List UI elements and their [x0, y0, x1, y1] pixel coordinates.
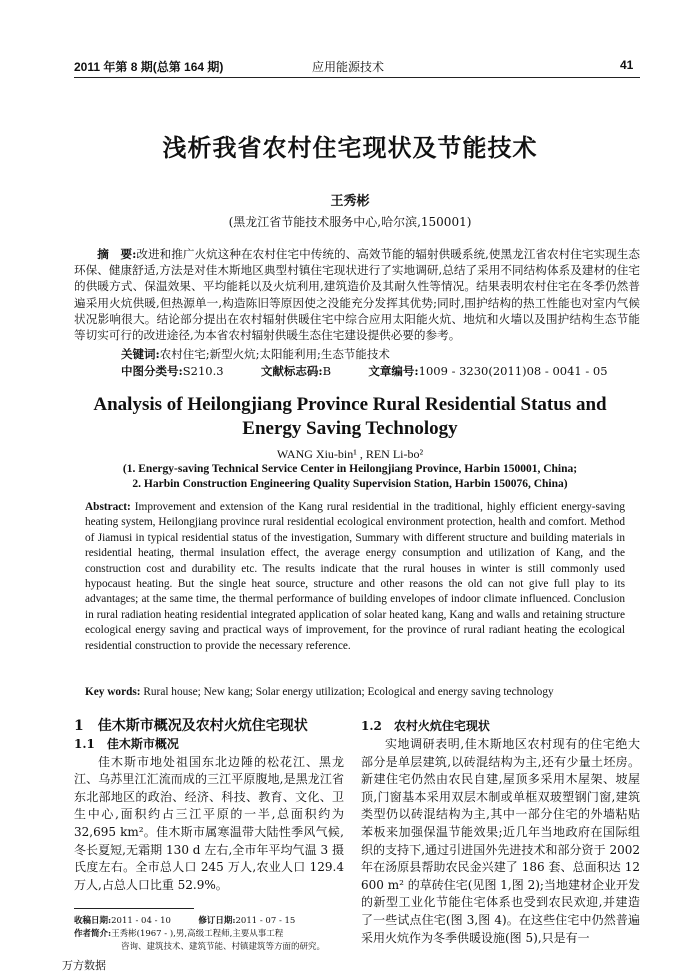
clc-label: 中图分类号:: [121, 364, 183, 378]
affiliation-cn: (黑龙江省节能技术服务中心,哈尔滨,150001): [228, 215, 472, 229]
doc-code-label: 文献标志码:: [260, 364, 323, 378]
left-column: [74, 716, 344, 894]
keywords-en-text: Rural house; New kang; Solar energy utilization; Ecological and energy saving technology: [140, 686, 554, 698]
received-label: 收稿日期:: [74, 916, 112, 926]
abstract-en: [85, 500, 625, 654]
bio-line-2: 咨询、建筑技术、建筑节能、村镇建筑等方面的研究。: [121, 942, 326, 952]
paper-title-en-text: Analysis of Heilongjiang Province Rural Residential Status and Energy Saving Technology: [93, 394, 607, 439]
keywords-cn-label: 关键词:: [121, 347, 160, 361]
affiliation-en-1: (1. Energy-saving Technical Service Center in Heilongjiang Province, Harbin 150001, China;: [122, 463, 578, 475]
authors-en: WANG Xiu-bin¹ , REN Li-bo²: [276, 447, 424, 461]
keywords-en: [85, 686, 554, 698]
keywords-cn-text: 农村住宅;新型火炕;太阳能利用;生态节能技术: [159, 347, 390, 361]
revised-label: 修订日期:: [198, 916, 236, 926]
article-number-value: 1009 - 3230(2011)08 - 0041 - 05: [418, 364, 608, 378]
abstract-cn-text: 改进和推广火炕这种在农村住宅中传统的、高效节能的辐射供暖系统,使黑龙江省农村住宅实现生态环保、健康舒适,方法是对佳木斯地区典型村镇住宅现状进行了实地调研,总结了采用不同结构体系及建材的住宅的供暖方式、保温效果、平均能耗以及火炕利用,建筑造价及其耐久性等情况。结果表明农村住宅在冬季仍然普遍采用火炕供暖,但热源单一,构造陈旧等原因使之没能充分发挥其优势;同时,围护结构的热工性能也对室内气候状况影响很大。结论部分提出在农村辐射供暖住宅中综合应用太阳能火炕、地炕和火墙以及围护结构生态节能等切实可行的改进途径,为本省农村辐射供暖生态住宅建设提供必要的参考。: [74, 247, 640, 343]
section-1-1-para: 佳木斯市地处祖国东北边陲的松花江、黑龙江、乌苏里江汇流而成的三江平原腹地,是黑龙江省东北部地区的政治、经济、科技、教育、文化、卫生中心,面积约占三江平原的一半,总面积约为 32,695 km²。佳木斯市属寒温带大陆性季风气候,冬长夏短,无霜期 130 d 左右,全市年平均气温 3 摄氏度左右。全市总人口 245 万人,农业人口 129.4 万人,占总人口比重 52.9%。: [74, 754, 344, 892]
paper-title-cn: 浅析我省农村住宅现状及节能技术: [162, 133, 538, 162]
journal-name: 应用能源技术: [312, 60, 385, 74]
page-number: 41: [620, 58, 634, 72]
section-1-2-title: 1.2 农村火炕住宅现状: [361, 719, 490, 733]
section-1-1-title: 1.1 佳木斯市概况: [74, 737, 179, 751]
section-1-title: 1 佳木斯市概况及农村火炕住宅现状: [74, 718, 308, 734]
bio-label: 作者简介:: [74, 929, 112, 939]
keywords-cn: [121, 346, 390, 362]
issue-info: 2011 年第 8 期(总第 164 期): [74, 60, 224, 74]
article-number-label: 文章编号:: [368, 364, 419, 378]
abstract-cn: [74, 246, 640, 343]
author-cn: 王秀彬: [330, 194, 370, 209]
bio-line-1: 王秀彬(1967 - ),男,高级工程师,主要从事工程: [111, 929, 284, 939]
clc-value: S210.3: [182, 364, 224, 378]
doc-code-value: B: [322, 364, 332, 378]
footnote: [74, 915, 336, 954]
paper-title-en: [0, 393, 700, 441]
header-rule: [74, 77, 640, 78]
abstract-cn-label: 摘 要:: [97, 247, 137, 261]
keywords-en-label: Key words:: [85, 686, 141, 698]
abstract-en-label: Abstract:: [85, 501, 131, 513]
revised-date: 2011 - 07 - 15: [235, 916, 296, 926]
section-1-2-para: 实地调研表明,佳木斯地区农村现有的住宅绝大部分是单层建筑,以砖混结构为主,还有少量土坯房。新建住宅仍然由农民自建,屋顶多采用木屋架、坡屋顶,门窗基本采用双层木制或单框双玻塑钢门窗,建筑类型仍以砖混结构为主,其中一部分住宅的外墙粘贴苯板来加强保温节能效果;近几年当地政府在国际组织的支持下,通过引进国外先进技术和部分资于 2002 年在汤原县帮助农民金兴建了 186 套、总面积达 12 600 m² 的草砖住宅(见图 1,图 2);当地建材企业开发的新型工业化节能住宅体系也受到农民欢迎,并建造了一些试点住宅(图 3,图 4)。在这些住宅中仍然普遍采用火炕作为冬季供暖设施(图 5),只是有一: [361, 737, 640, 945]
abstract-en-text: Improvement and extension of the Kang rural residential in the traditional, highly efficient energy-saving heating system, Heilongjiang province rural residential ecological environment protection, health and comfort. Method of Jiamusi in typical residential status of the investigation, Summary with different structure and building materials in residential heating, thermal insulation effect, the average energy consumption and utilization of Kang, and the construction cost and durability etc. The results indicate that the rural houses in winter is still commonly used hypocaust heating. But the single heat source, structure and other reasons the old can not give full play to its advantages; at the same time, the thermal performance of building envelopes of indoor climate influenced. Conclusion in rural radiation heating residential integrated application of solar heated kang, Kang and walls and retaining structure ecological energy saving and practical ways of improvement, for the province of rural radiant heating the ecological residential construction to provide the necessary reference.: [85, 501, 625, 652]
received-date: 2011 - 04 - 10: [111, 916, 171, 926]
watermark: 万方数据: [62, 959, 106, 972]
footnote-rule: [74, 908, 194, 909]
right-column: [361, 716, 640, 947]
classification-line: [121, 363, 608, 379]
affiliation-en-2: 2. Harbin Construction Engineering Quality Supervision Station, Harbin 150076, China): [132, 478, 568, 490]
